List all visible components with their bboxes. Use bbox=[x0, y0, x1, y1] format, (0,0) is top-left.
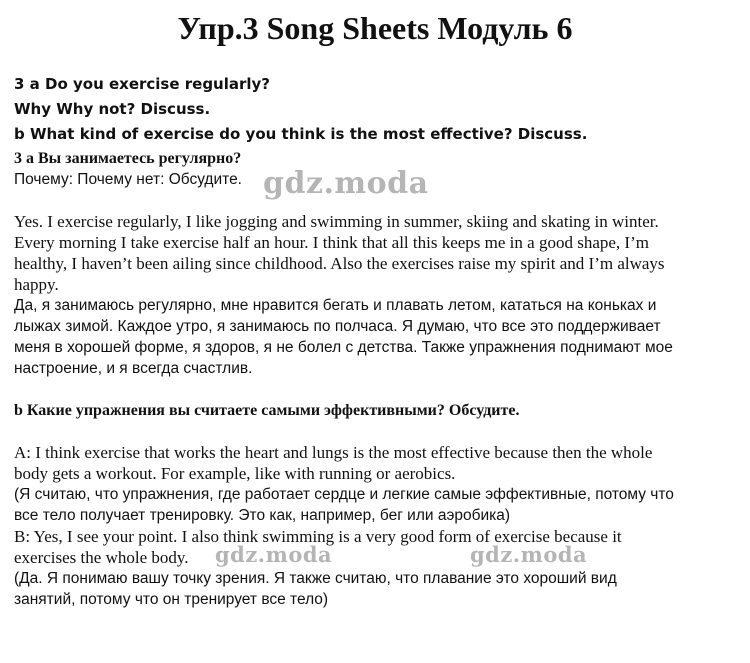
answer-ru-line: лыжах зимой. Каждое утро, я занимаюсь по полчаса. Я думаю, что все это поддерживает bbox=[14, 318, 661, 335]
answer-ru-line: Да, я занимаюсь регулярно, мне нравится бегать и плавать летом, кататься на коньках и bbox=[14, 297, 657, 314]
question-b-ru: b Какие упражнения вы считаете самыми эффективными? Обсудите. bbox=[14, 402, 520, 419]
question-ru-1: 3 а Вы занимаетесь регулярно? bbox=[14, 150, 242, 167]
watermark-top: gdz.moda bbox=[263, 166, 429, 201]
dialogue-b-line: B: Yes, I see your point. I also think swimming is a very good form of exercise because it bbox=[14, 527, 622, 546]
dialogue-a-line: body gets a workout. For example, like with running or aerobics. bbox=[14, 464, 456, 483]
question-en-b: b What kind of exercise do you think is the most effective? Discuss. bbox=[14, 125, 588, 143]
watermark-bottom-left: gdz.moda bbox=[215, 542, 333, 567]
question-en-1: 3 a Do you exercise regularly? bbox=[14, 75, 271, 93]
answer-ru-line: меня в хорошей форме, я здоров, я не болел с детства. Также упражнения поднимают мое bbox=[14, 339, 673, 356]
watermark-bottom-right: gdz.moda bbox=[470, 542, 588, 567]
dialogue-b-ru-line: (Да. Я понимаю вашу точку зрения. Я также считаю, что плавание это хороший вид bbox=[14, 570, 617, 587]
dialogue-a-ru-line: все тело получает тренировку. Это как, например, бег или аэробика) bbox=[14, 507, 511, 524]
dialogue-b-line: exercises the whole body. bbox=[14, 548, 189, 567]
page-title: Упр.3 Song Sheets Модуль 6 bbox=[177, 10, 573, 46]
question-ru-2: Почему: Почему нет: Обсудите. bbox=[14, 171, 242, 188]
answer-en-line: healthy, I haven’t been ailing since childhood. Also the exercises raise my spirit and I’m always bbox=[14, 254, 665, 273]
answer-ru-line: настроение, и я всегда счастлив. bbox=[14, 360, 253, 377]
dialogue-b-ru-line: занятий, потому что он тренирует все тело) bbox=[14, 591, 329, 608]
dialogue-a-ru-line: (Я считаю, что упражнения, где работает сердце и легкие самые эффективные, потому что bbox=[14, 486, 674, 503]
answer-en-line: happy. bbox=[14, 275, 59, 294]
dialogue-a-line: A: I think exercise that works the heart and lungs is the most effective because then the whole bbox=[14, 443, 653, 462]
answer-en-line: Yes. I exercise regularly, I like jogging and swimming in summer, skiing and skating in winter. bbox=[14, 212, 659, 231]
question-en-2: Why Why not? Discuss. bbox=[14, 100, 211, 118]
answer-en-line: Every morning I take exercise half an hour. I think that all this keeps me in a good shape, I’m bbox=[14, 233, 649, 252]
